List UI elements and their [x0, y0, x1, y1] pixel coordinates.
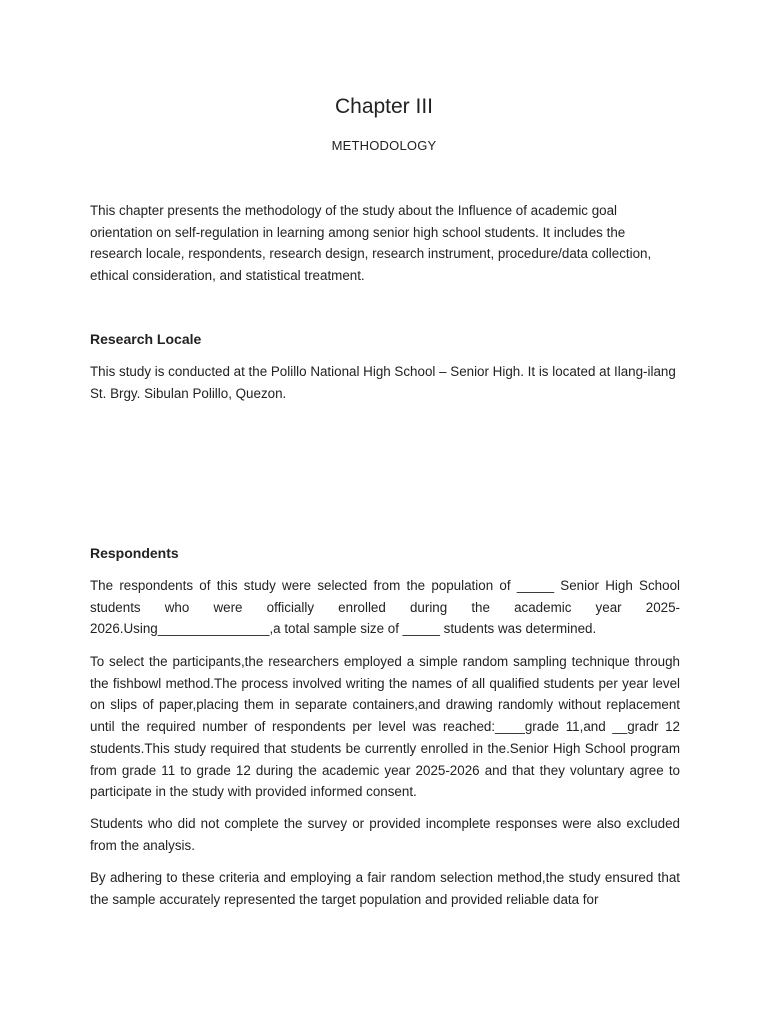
research-locale-heading: Research Locale [90, 331, 202, 347]
intro-paragraph: This chapter presents the methodology of the study about the Influence of academic goal orientation on self-regulation in learning among senior high school students. It includes the research locale, respondents, research design, research instrument, procedure/data collection, ethical consideration, and statistical treatment. [90, 203, 652, 284]
research-locale-paragraph: This study is conducted at the Polillo National High School – Senior High. It is located at Ilang-ilang St. Brgy. Sibulan Polillo, Quezon. [90, 364, 676, 401]
respondents-paragraph-1: The respondents of this study were selected from the population of _____ Senior High School students who were officially enrolled during the academic year 2025-2026.Using_______________,a total sample size of _____ students was determined. [90, 578, 680, 637]
respondents-paragraph-4: By adhering to these criteria and employing a fair random selection method,the study ensured that the sample accurately represented the target population and provided reliable data for [90, 870, 680, 907]
chapter-title: Chapter III [334, 95, 434, 118]
chapter-subtitle: METHODOLOGY [331, 138, 437, 153]
respondents-heading: Respondents [90, 545, 179, 561]
respondents-paragraph-2: To select the participants,the researchers employed a simple random sampling technique through the fishbowl method.The process involved writing the names of all qualified students per year level on slips of paper,placing them in separate containers,and drawing randomly without replacement until the required number of respondents per level was reached:____grade 11,and __gradr 12 students.This study required that students be currently enrolled in the.Senior High School program from grade 11 to grade 12 during the academic year 2025-2026 and that they voluntary agree to participate in the study with provided informed consent. [90, 654, 680, 800]
respondents-paragraph-3: Students who did not complete the survey or provided incomplete responses were also excluded from the analysis. [90, 816, 680, 853]
